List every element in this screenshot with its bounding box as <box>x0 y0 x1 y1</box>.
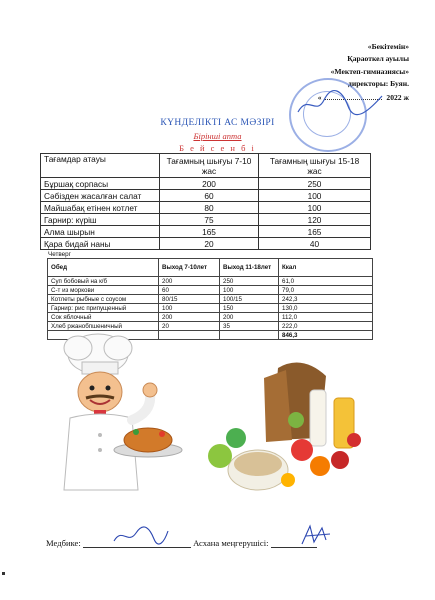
output-11-18: 35 <box>220 322 279 331</box>
portion-7-10: 75 <box>160 214 259 226</box>
output-7-10: 20 <box>159 322 220 331</box>
portion-15-18: 40 <box>259 238 371 250</box>
output-7-10: 100 <box>159 304 220 313</box>
table-row <box>48 277 373 286</box>
approval-date-day: « <box>317 92 322 102</box>
portion-15-18: 100 <box>259 202 371 214</box>
russian-day-label: Четверг <box>48 251 71 258</box>
header-output-11-18: Выход 11-18лет <box>220 259 279 277</box>
meal-name: Гарнир: рис припущенный <box>48 304 159 313</box>
dish-name: Алма шырын <box>41 226 160 238</box>
dish-name: Гарнир: күріш <box>41 214 160 226</box>
kcal: 61,0 <box>279 277 373 286</box>
table-header-row <box>41 154 371 178</box>
chef-and-food-illustration <box>40 320 380 505</box>
header-meal: Обед <box>48 259 159 277</box>
meal-name: Котлеты рыбные с соусом <box>48 295 159 304</box>
portion-7-10: 20 <box>160 238 259 250</box>
table-header-row <box>48 259 373 277</box>
table-row <box>41 226 371 238</box>
cook-label: Асхана меңгерушісі: <box>193 538 269 548</box>
kcal: 242,3 <box>279 295 373 304</box>
dish-name: Майшабақ етінен котлет <box>41 202 160 214</box>
meal-name: Хлеб ржанобпшеничный <box>48 322 159 331</box>
kcal-total: 846,3 <box>279 331 373 340</box>
dish-name: Бұршақ сорпасы <box>41 178 160 190</box>
kcal: 79,0 <box>279 286 373 295</box>
healthy-food-icon <box>208 363 361 490</box>
portion-7-10: 80 <box>160 202 259 214</box>
output-11-18: 150 <box>220 304 279 313</box>
output-11-18: 100/15 <box>220 295 279 304</box>
header-portion-15-18: Тағамның шығуы 15-18 жас <box>259 154 371 178</box>
portion-7-10: 60 <box>160 190 259 202</box>
output-7-10: 200 <box>159 277 220 286</box>
table-row <box>41 178 371 190</box>
table-row <box>41 190 371 202</box>
kcal: 112,0 <box>279 313 373 322</box>
portion-15-18: 250 <box>259 178 371 190</box>
output-7-10: 80/15 <box>159 295 220 304</box>
approval-line-2: «Мектеп-гимназиясы» <box>330 66 409 76</box>
menu-title: КҮНДЕЛІКТІ АС МӘЗІРІ <box>160 118 275 128</box>
portion-15-18: 165 <box>259 226 371 238</box>
output-11-18: 250 <box>220 277 279 286</box>
approval-line-3: директоры: Буян. <box>347 79 409 89</box>
table-row <box>48 304 373 313</box>
chef-icon <box>64 334 182 490</box>
nurse-label: Медбике: <box>46 538 81 548</box>
approval-date-year: 2022 ж <box>386 92 409 102</box>
kcal: 130,0 <box>279 304 373 313</box>
meal-name: Суп бобовый на к/б <box>48 277 159 286</box>
table-row <box>41 238 371 250</box>
dish-name: Қара бидай наны <box>41 238 160 250</box>
table-row <box>41 214 371 226</box>
output-7-10: 60 <box>159 286 220 295</box>
header-portion-7-10: Тағамның шығуы 7-10 жас <box>160 154 259 178</box>
approval-line-1: Қараоткел ауылы <box>347 54 409 64</box>
week-label: Бірінші апта <box>193 131 242 141</box>
table-row <box>41 202 371 214</box>
header-dish: Тағамдар атауы <box>41 154 160 178</box>
approval-title: «Бекітемін» <box>367 42 409 51</box>
meal-name: С-т из моркови <box>48 286 159 295</box>
portion-15-18: 120 <box>259 214 371 226</box>
portion-7-10: 200 <box>160 178 259 190</box>
table-row <box>48 295 373 304</box>
day-label: Б е й с е н б і <box>179 143 256 153</box>
portion-15-18: 100 <box>259 190 371 202</box>
output-7-10: 200 <box>159 313 220 322</box>
header-output-7-10: Выход 7-10лет <box>159 259 220 277</box>
portion-7-10: 165 <box>160 226 259 238</box>
cook-signature <box>296 522 336 548</box>
output-11-18: 100 <box>220 286 279 295</box>
output-11-18: 200 <box>220 313 279 322</box>
table-row <box>48 286 373 295</box>
kcal: 222,0 <box>279 322 373 331</box>
meal-name: Сок яблочный <box>48 313 159 322</box>
scan-dot <box>2 572 5 575</box>
dish-name: Сәбізден жасалған салат <box>41 190 160 202</box>
nurse-signature <box>110 525 170 547</box>
header-kcal: Ккал <box>279 259 373 277</box>
menu-table-kazakh <box>40 153 371 250</box>
